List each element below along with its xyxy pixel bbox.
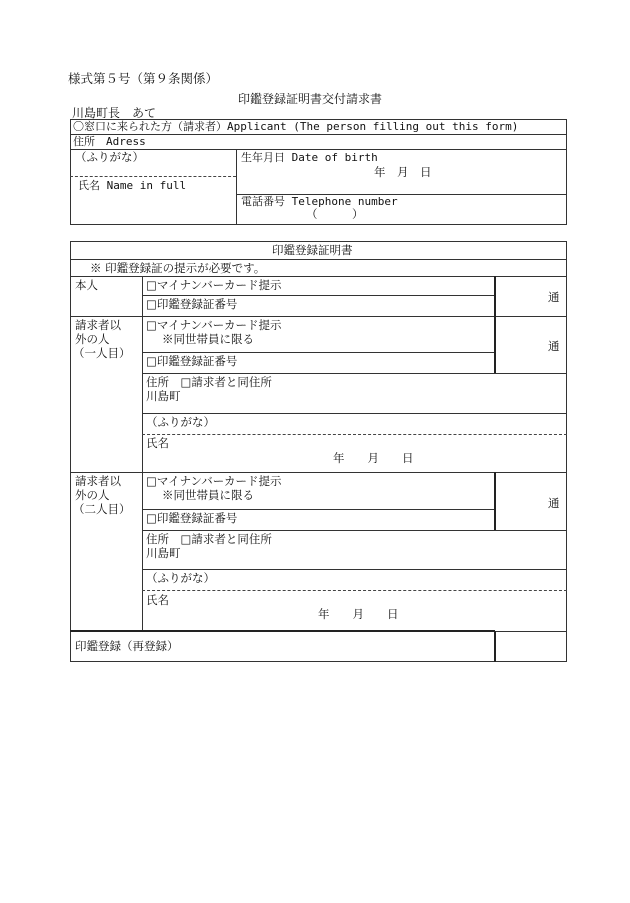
applicant-phone-value: （ ） — [306, 207, 364, 221]
other2-name-label: 氏名 — [146, 593, 169, 607]
divider — [494, 631, 496, 662]
dashed-divider — [70, 176, 236, 177]
other2-address-label: 住所 □請求者と同住所 — [146, 532, 272, 546]
other2-label-line3: （二人目） — [73, 502, 131, 516]
certificate-notice: ※ 印鑑登録証の提示が必要です。 — [90, 261, 266, 275]
self-option-mynumber: □マイナンバーカード提示 — [146, 278, 282, 292]
divider — [70, 259, 567, 260]
divider — [70, 149, 567, 150]
divider — [142, 295, 494, 296]
divider — [142, 530, 567, 531]
divider — [494, 472, 496, 531]
other1-option-note: ※同世帯員に限る — [162, 332, 254, 346]
divider — [142, 352, 494, 353]
self-label: 本人 — [75, 278, 98, 292]
divider — [70, 316, 567, 317]
self-option-regcard: □印鑑登録証番号 — [146, 297, 238, 311]
divider — [142, 413, 567, 414]
other1-address-label: 住所 □請求者と同住所 — [146, 375, 272, 389]
applicant-dob-label: 生年月日 Date of birth — [241, 151, 378, 164]
dashed-divider — [142, 434, 567, 435]
divider — [142, 276, 143, 631]
other1-date-value: 年 月 日 — [333, 451, 414, 465]
page-title: 印鑑登録証明書交付請求書 — [238, 92, 383, 106]
other1-address-value: 川島町 — [146, 389, 181, 403]
divider — [142, 569, 567, 570]
other1-label-line3: （一人目） — [73, 346, 131, 360]
dashed-divider — [142, 590, 567, 591]
other1-option-regcard: □印鑑登録証番号 — [146, 354, 238, 368]
divider — [236, 149, 237, 225]
other2-option-note: ※同世帯員に限る — [162, 488, 254, 502]
other2-label-line2: 外の人 — [75, 488, 110, 502]
applicant-address-label: 住所 Adress — [73, 135, 146, 148]
applicant-heading: 〇窓口に来られた方（請求者）Applicant (The person filling out this form) — [73, 120, 519, 133]
certificate-title: 印鑑登録証明書 — [272, 243, 353, 257]
other2-furigana-label: （ふりがな） — [146, 571, 215, 585]
other1-name-label: 氏名 — [146, 436, 169, 450]
divider — [142, 509, 494, 510]
other2-date-value: 年 月 日 — [318, 607, 399, 621]
certificate-section — [70, 241, 567, 662]
other1-label-line1: 請求者以 — [75, 318, 121, 332]
divider — [70, 472, 567, 473]
other2-option-mynumber: □マイナンバーカード提示 — [146, 474, 282, 488]
other1-copies-unit: 通 — [548, 339, 560, 353]
other2-option-regcard: □印鑑登録証番号 — [146, 511, 238, 525]
other1-option-mynumber: □マイナンバーカード提示 — [146, 318, 282, 332]
other1-label-line2: 外の人 — [75, 332, 110, 346]
applicant-dob-value: 年 月 日 — [374, 165, 432, 179]
divider — [494, 631, 567, 632]
other2-copies-unit: 通 — [548, 496, 560, 510]
form-number: 様式第５号（第９条関係） — [68, 71, 219, 86]
self-copies-unit: 通 — [548, 290, 560, 304]
divider — [70, 630, 495, 632]
divider — [142, 373, 567, 374]
applicant-furigana-label: （ふりがな） — [75, 150, 144, 164]
other2-label-line1: 請求者以 — [75, 474, 121, 488]
other1-furigana-label: （ふりがな） — [146, 415, 215, 429]
registration-label: 印鑑登録（再登録） — [75, 639, 179, 653]
addressee: 川島町長 あて — [72, 106, 157, 120]
divider — [494, 316, 496, 374]
applicant-name-label: 氏名 Name in full — [78, 179, 187, 192]
divider — [70, 276, 567, 277]
other2-address-value: 川島町 — [146, 546, 181, 560]
applicant-phone-label: 電話番号 Telephone number — [241, 195, 398, 208]
divider — [494, 276, 496, 317]
